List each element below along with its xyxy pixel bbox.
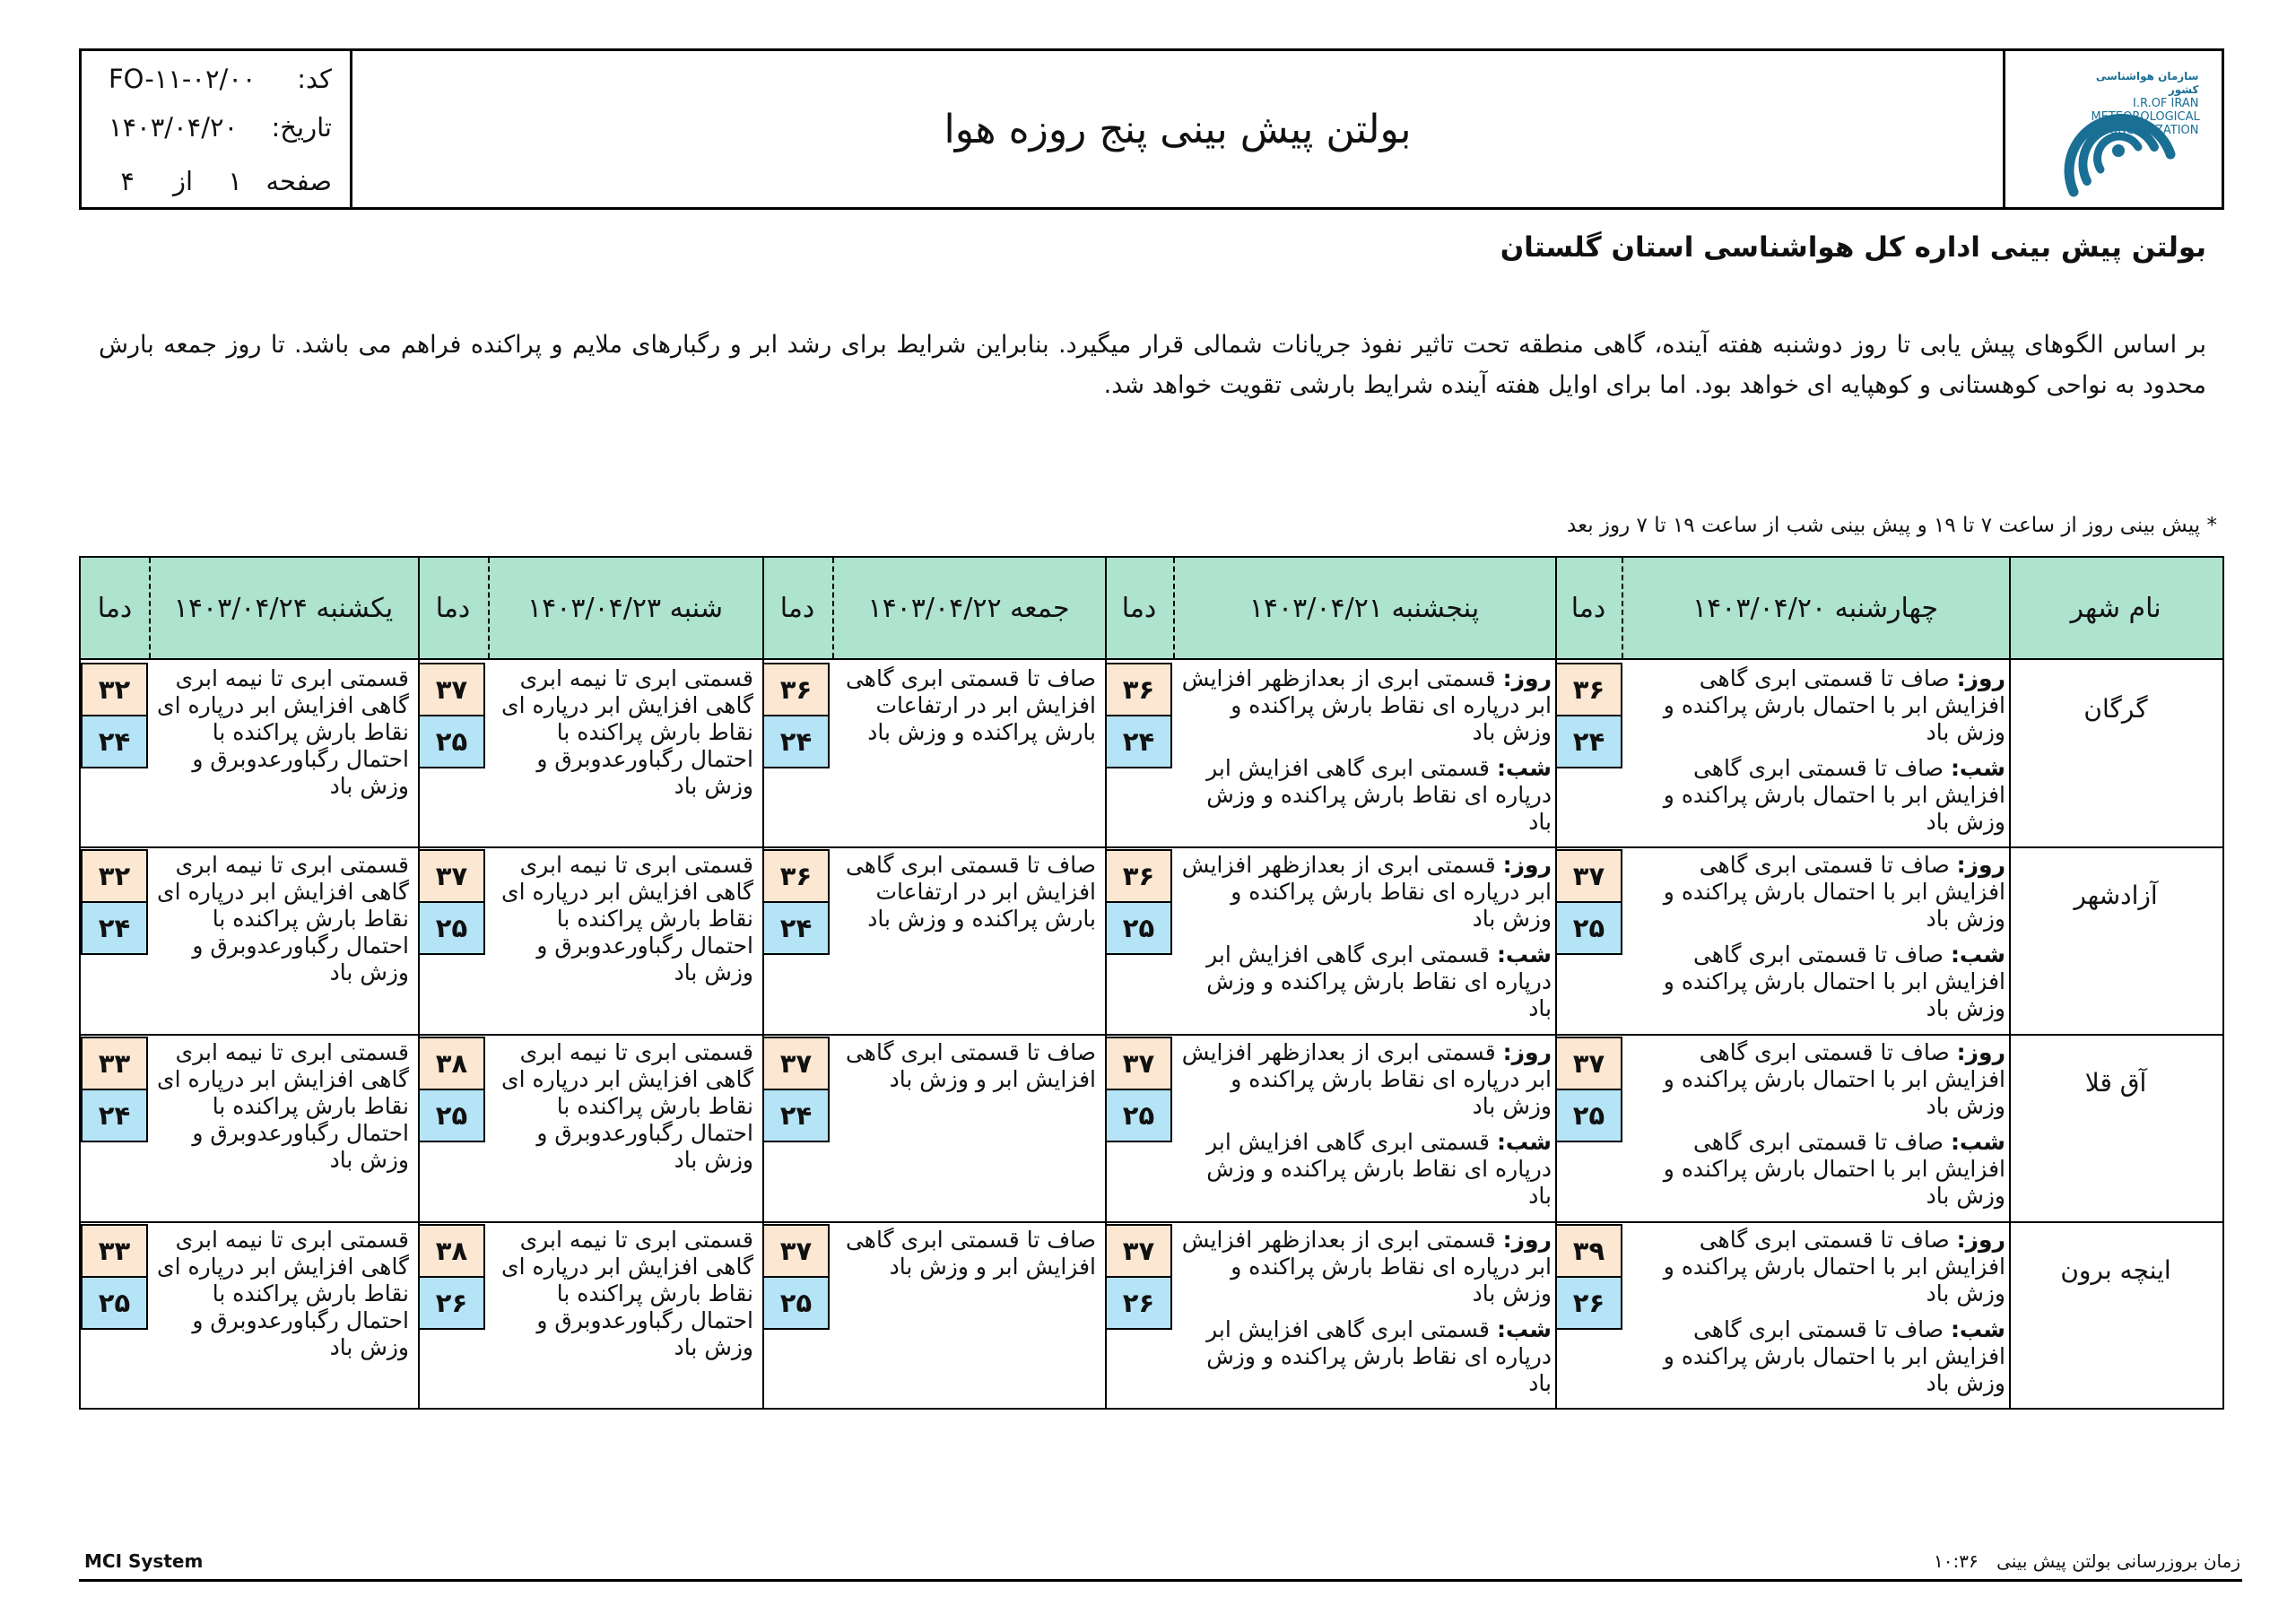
max-temp: ۳۶ [1555, 663, 1622, 716]
code-label: کد: [297, 64, 332, 94]
forecast-day-4: قسمتی ابری تا نیمه ابری گاهی افزایش ابر درپاره ای نقاط بارش پراکنده با احتمال رگباورعدوبرق و وزش باد [501, 852, 753, 985]
night-forecast: قسمتی ابری گاهی افزایش ابر درپاره ای نقاط بارش پراکنده و وزش باد [1206, 1129, 1552, 1209]
max-temp: ۳۷ [1105, 1224, 1172, 1278]
date-line [82, 112, 350, 157]
logo-farsi-text: سازمان هواشناسی کشور [2095, 70, 2199, 96]
forecast-day-2 [1177, 1039, 1552, 1219]
forecast-day-3: صاف تا قسمتی ابری گاهی افزایش ابر و وزش باد [845, 1227, 1096, 1280]
day-forecast: قسمتی ابری از بعدازظهر افزایش ابر درپاره ای نقاط بارش پراکنده و وزش باد [1181, 665, 1552, 745]
forecast-table [79, 556, 2224, 1410]
night-label: شب: [1496, 942, 1552, 968]
night-forecast: صاف تا قسمتی ابری گاهی افزایش ابر با احتمال بارش پراکنده و وزش باد [1663, 1129, 2005, 1209]
day-label: روز: [1956, 665, 2005, 691]
dashed-divider [1173, 558, 1175, 658]
forecast-day-1 [1625, 1039, 2005, 1219]
day-label: روز: [1956, 1039, 2005, 1065]
max-temp: ۳۷ [1555, 1037, 1622, 1090]
forecast-day-3: صاف تا قسمتی ابری گاهی افزایش ابر در ارتفاعات بارش پراکنده و وزش باد [845, 665, 1096, 745]
code-line [82, 64, 350, 108]
logo-en-line-1: I.R.OF IRAN [2133, 97, 2199, 110]
page-label: صفحه [265, 166, 332, 196]
forecast-day-4: قسمتی ابری تا نیمه ابری گاهی افزایش ابر درپاره ای نقاط بارش پراکنده با احتمال رگباورعدوبرق و وزش باد [501, 1227, 753, 1360]
header-temp-1: دما [1570, 592, 1606, 624]
max-temp: ۳۷ [762, 1037, 830, 1090]
day-forecast: صاف تا قسمتی ابری گاهی افزایش ابر با احتمال بارش پراکنده و وزش باد [1663, 1039, 2005, 1119]
logo-en-line-2: METEOROLOGICAL [2091, 110, 2200, 124]
day-label: روز: [1956, 852, 2005, 878]
night-forecast: صاف تا قسمتی ابری گاهی افزایش ابر با احتمال بارش پراکنده و وزش باد [1663, 755, 2005, 835]
min-temp: ۲۴ [81, 715, 148, 768]
night-label: شب: [1950, 755, 2005, 781]
min-temp: ۲۴ [1555, 715, 1622, 768]
header-temp-5: دما [97, 592, 133, 624]
max-temp: ۳۹ [1555, 1224, 1622, 1278]
forecast-day-5: قسمتی ابری تا نیمه ابری گاهی افزایش ابر درپاره ای نقاط بارش پراکنده با احتمال رگباورعدوبرق و وزش باد [157, 852, 409, 985]
city-name: آق قلا [2084, 1067, 2147, 1098]
document-meta [82, 51, 352, 207]
dashed-divider [832, 558, 834, 658]
max-temp: ۳۷ [418, 663, 485, 716]
row-divider [81, 1034, 2222, 1036]
min-temp: ۲۵ [418, 1089, 485, 1142]
header-day-2: پنجشنبه ۱۴۰۳/۰۴/۲۱ [1248, 592, 1480, 624]
intro-paragraph: بر اساس الگوهای پیش یابی تا روز دوشنبه هفته آینده، گاهی منطقه تحت تاثیر نفوذ جریانات شمالی قرار میگیرد. بنابراین شرایط برای رشد ابر و رگبارهای ملایم و پراکنده فراهم می باشد. تا روز جمعه بارش محدود به نواحی کوهستانی و کوهپایه ای خواهد بود. اما برای اوایل هفته آینده شرایط بارشی تقویت خواهد شد. [99, 331, 2206, 399]
city-name: آزادشهر [2074, 880, 2158, 910]
max-temp: ۳۶ [762, 849, 830, 903]
page-title: بولتن پیش بینی پنج روزه هوا [944, 106, 1412, 152]
day-forecast: قسمتی ابری از بعدازظهر افزایش ابر درپاره ای نقاط بارش پراکنده و وزش باد [1181, 852, 1552, 932]
row-divider [81, 1221, 2222, 1223]
forecast-day-2 [1177, 852, 1552, 1031]
forecast-day-2 [1177, 1227, 1552, 1406]
update-time-value: ۱۰:۳۶ [1934, 1550, 1979, 1572]
forecast-day-5: قسمتی ابری تا نیمه ابری گاهی افزایش ابر درپاره ای نقاط بارش پراکنده با احتمال رگباورعدوبرق و وزش باد [157, 1227, 409, 1360]
footer-system: MCI System [84, 1550, 204, 1572]
min-temp: ۲۴ [1105, 715, 1172, 768]
header-day-4: شنبه ۱۴۰۳/۰۴/۲۳ [527, 592, 723, 624]
max-temp: ۳۶ [1105, 663, 1172, 716]
date-label: تاریخ: [271, 112, 332, 143]
date-value: ۱۴۰۳/۰۴/۲۰ [109, 112, 239, 143]
forecast-day-3: صاف تا قسمتی ابری گاهی افزایش ابر و وزش باد [845, 1039, 1096, 1092]
min-temp: ۲۵ [418, 901, 485, 955]
header-day-3: جمعه ۱۴۰۳/۰۴/۲۲ [867, 592, 1070, 624]
dashed-divider [488, 558, 490, 658]
day-forecast: قسمتی ابری از بعدازظهر افزایش ابر درپاره ای نقاط بارش پراکنده و وزش باد [1181, 1227, 1552, 1306]
night-label: شب: [1496, 1316, 1552, 1342]
day-label: روز: [1502, 665, 1552, 691]
forecast-day-1 [1625, 1227, 2005, 1406]
city-name: اینچه برون [2060, 1254, 2171, 1285]
min-temp: ۲۶ [1555, 1276, 1622, 1330]
code-value: FO-۱۱-۰۲/۰۰ [109, 64, 257, 94]
night-label: شب: [1496, 1129, 1552, 1155]
page-total: ۴ [120, 166, 135, 196]
night-forecast: قسمتی ابری گاهی افزایش ابر درپاره ای نقاط بارش پراکنده و وزش باد [1206, 942, 1552, 1021]
header-day-5: یکشنبه ۱۴۰۳/۰۴/۲۴ [173, 592, 394, 624]
forecast-day-4: قسمتی ابری تا نیمه ابری گاهی افزایش ابر درپاره ای نقاط بارش پراکنده با احتمال رگباورعدوبرق و وزش باد [501, 1039, 753, 1173]
page-of: از [172, 166, 193, 196]
min-temp: ۲۵ [1105, 901, 1172, 955]
min-temp: ۲۴ [81, 1089, 148, 1142]
city-name: گرگان [2083, 693, 2148, 724]
min-temp: ۲۵ [81, 1276, 148, 1330]
min-temp: ۲۶ [1105, 1276, 1172, 1330]
min-temp: ۲۵ [418, 715, 485, 768]
footer-update-time [1934, 1550, 2240, 1572]
night-label: شب: [1950, 1129, 2005, 1155]
day-forecast: صاف تا قسمتی ابری گاهی افزایش ابر با احتمال بارش پراکنده و وزش باد [1663, 665, 2005, 745]
footer-divider [79, 1579, 2242, 1582]
night-forecast: صاف تا قسمتی ابری گاهی افزایش ابر با احتمال بارش پراکنده و وزش باد [1663, 942, 2005, 1021]
day-label: روز: [1502, 1039, 1552, 1065]
max-temp: ۳۳ [81, 1037, 148, 1090]
page-number: ۱ [228, 166, 242, 196]
day-label: روز: [1502, 1227, 1552, 1253]
min-temp: ۲۵ [1555, 901, 1622, 955]
night-label: شب: [1950, 942, 2005, 968]
night-label: شب: [1496, 755, 1552, 781]
day-forecast: صاف تا قسمتی ابری گاهی افزایش ابر با احتمال بارش پراکنده و وزش باد [1663, 852, 2005, 932]
logo-text [2092, 70, 2199, 137]
night-forecast: قسمتی ابری گاهی افزایش ابر درپاره ای نقاط بارش پراکنده و وزش باد [1206, 1316, 1552, 1396]
min-temp: ۲۴ [81, 901, 148, 955]
header-temp-2: دما [1121, 592, 1157, 624]
row-divider [81, 846, 2222, 848]
max-temp: ۳۷ [418, 849, 485, 903]
organization-logo [2020, 57, 2208, 201]
forecast-hours-note: * پیش بینی روز از ساعت ۷ تا ۱۹ و پیش بینی شب از ساعت ۱۹ تا ۷ روز بعد [1567, 514, 2217, 537]
night-forecast: قسمتی ابری گاهی افزایش ابر درپاره ای نقاط بارش پراکنده و وزش باد [1206, 755, 1552, 835]
max-temp: ۳۷ [1105, 1037, 1172, 1090]
forecast-day-1 [1625, 665, 2005, 845]
header-temp-4: دما [435, 592, 471, 624]
max-temp: ۳۷ [1555, 849, 1622, 903]
min-temp: ۲۵ [762, 1276, 830, 1330]
forecast-day-1 [1625, 852, 2005, 1031]
min-temp: ۲۴ [762, 901, 830, 955]
header-day-1: چهارشنبه ۱۴۰۳/۰۴/۲۰ [1692, 592, 1938, 624]
forecast-day-2 [1177, 665, 1552, 845]
header-temp-3: دما [779, 592, 815, 624]
max-temp: ۳۸ [418, 1224, 485, 1278]
forecast-day-4: قسمتی ابری تا نیمه ابری گاهی افزایش ابر درپاره ای نقاط بارش پراکنده با احتمال رگباورعدوبرق و وزش باد [501, 665, 753, 799]
section-title: بولتن پیش بینی اداره کل هواشناسی استان گلستان [1500, 231, 2206, 264]
min-temp: ۲۵ [1105, 1089, 1172, 1142]
header-city: نام شهر [2070, 592, 2161, 624]
min-temp: ۲۶ [418, 1276, 485, 1330]
header-box [79, 48, 2224, 210]
night-forecast: صاف تا قسمتی ابری گاهی افزایش ابر با احتمال بارش پراکنده و وزش باد [1663, 1316, 2005, 1396]
min-temp: ۲۵ [1555, 1089, 1622, 1142]
max-temp: ۳۶ [1105, 849, 1172, 903]
table-header-row [81, 558, 2222, 660]
logo-en-line-3: ORGANIZATION [2109, 124, 2199, 137]
dashed-divider [1622, 558, 1623, 658]
min-temp: ۲۴ [762, 1089, 830, 1142]
day-label: روز: [1502, 852, 1552, 878]
max-temp: ۳۷ [762, 1224, 830, 1278]
forecast-day-5: قسمتی ابری تا نیمه ابری گاهی افزایش ابر درپاره ای نقاط بارش پراکنده با احتمال رگباورعدوبرق و وزش باد [157, 1039, 409, 1173]
logo-cell [2003, 51, 2222, 207]
forecast-day-5: قسمتی ابری تا نیمه ابری گاهی افزایش ابر درپاره ای نقاط بارش پراکنده با احتمال رگباورعدوبرق و وزش باد [157, 665, 409, 799]
max-temp: ۳۸ [418, 1037, 485, 1090]
day-forecast: صاف تا قسمتی ابری گاهی افزایش ابر با احتمال بارش پراکنده و وزش باد [1663, 1227, 2005, 1306]
min-temp: ۲۴ [762, 715, 830, 768]
max-temp: ۳۲ [81, 663, 148, 716]
max-temp: ۳۲ [81, 849, 148, 903]
day-forecast: قسمتی ابری از بعدازظهر افزایش ابر درپاره ای نقاط بارش پراکنده و وزش باد [1181, 1039, 1552, 1119]
max-temp: ۳۳ [81, 1224, 148, 1278]
night-label: شب: [1950, 1316, 2005, 1342]
dashed-divider [149, 558, 151, 658]
title-cell [352, 51, 2003, 207]
day-label: روز: [1956, 1227, 2005, 1253]
max-temp: ۳۶ [762, 663, 830, 716]
forecast-day-3: صاف تا قسمتی ابری گاهی افزایش ابر در ارتفاعات بارش پراکنده و وزش باد [845, 852, 1096, 932]
update-time-label: زمان بروزرسانی بولتن پیش بینی [1996, 1550, 2240, 1572]
